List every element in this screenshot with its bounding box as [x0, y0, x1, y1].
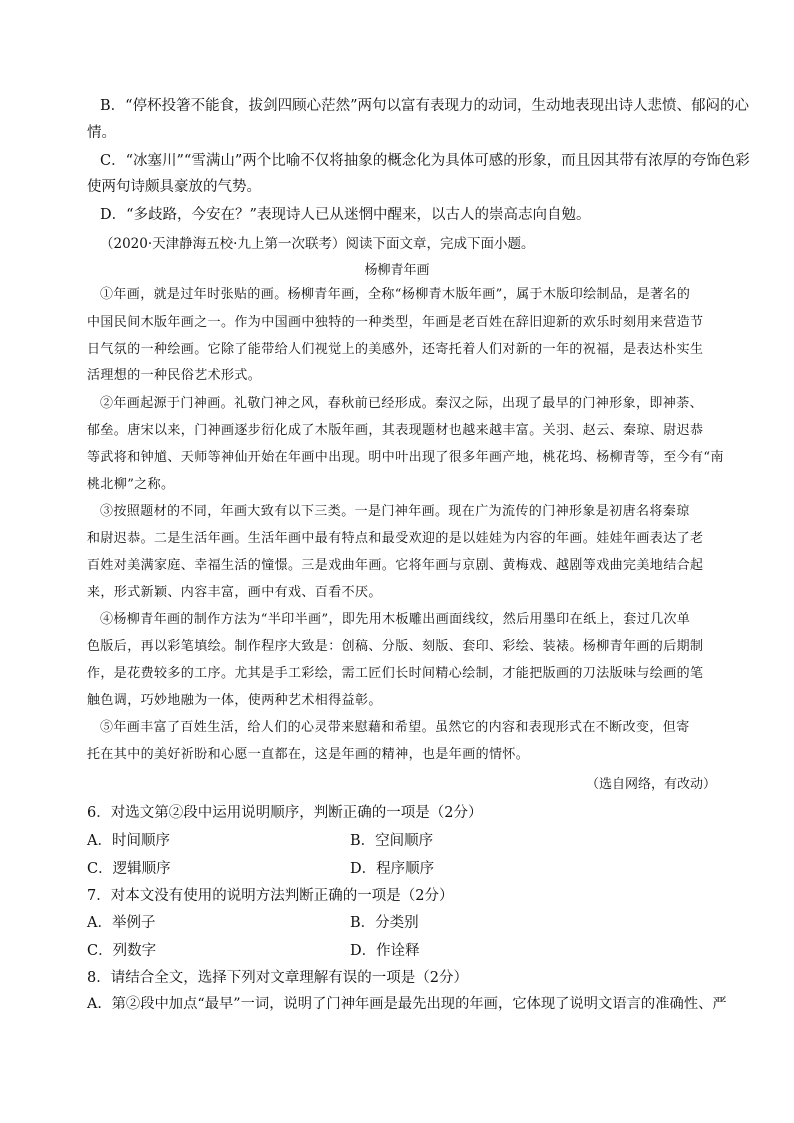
paragraph-1-line: 中国民间木版年画之一。作为中国画中独特的一种类型，年画是老百姓在辞旧迎新的欢乐时刻用来营造节: [87, 315, 704, 330]
option-b-line2: 情。: [87, 125, 116, 141]
q7-option-b[interactable]: B．分类别: [350, 915, 419, 931]
paragraph-2-line: 桃北柳”之称。: [87, 477, 175, 492]
paragraph-2-line: ②年画起源于门神画。礼敬门神之风，春秋前已经形成。秦汉之际，出现了最早的门神形象，即神荼、: [100, 396, 704, 411]
paragraph-4-line: ④杨柳青年画的制作方法为“半印半画”，即先用木板雕出画面线纹，然后用墨印在纸上，套过几次单: [100, 612, 691, 627]
paragraph-4-line: 触色调，巧妙地融为一体，使两种艺术相得益彰。: [87, 693, 382, 708]
q6-option-a[interactable]: A．时间顺序: [87, 833, 170, 849]
paragraph-4-line: 作，是花费较多的工序。尤其是手工彩绘，需工匠们长时间精心绘制，才能把版画的刀法版味与绘画的笔: [87, 666, 704, 681]
paragraph-2-line: 等武将和钟馗、天师等神仙开始在年画中出现。明中叶出现了很多年画产地，桃花坞、杨柳青等，至今有“南: [87, 450, 724, 465]
option-c-line1: C．“冰塞川”“雪满山”两个比喻不仅将抽象的概念化为具体可感的形象，而且因其带有浓厚的夸饰色彩: [100, 153, 750, 169]
option-c-line2: 使两句诗颇具豪放的气势。: [87, 179, 261, 195]
option-d: D．“多歧路，今安在？”表现诗人已从迷惘中醒来，以古人的崇高志向自勉。: [100, 207, 591, 223]
question-6-stem: 6．对选文第②段中运用说明顺序，判断正确的一项是（2分）: [87, 805, 483, 821]
paragraph-5-line: ⑤年画丰富了百姓生活，给人们的心灵带来慰藉和希望。虽然它的内容和表现形式在不断改变，但寄: [100, 720, 690, 735]
reading-intro: （2020·天津静海五校·九上第一次联考）阅读下面文章，完成下面小题。: [100, 236, 535, 252]
q7-option-c[interactable]: C．列数字: [87, 943, 157, 959]
q6-option-d[interactable]: D．程序顺序: [350, 861, 435, 877]
question-8-stem: 8．请结合全文，选择下列对文章理解有误的一项是（2分）: [87, 970, 468, 986]
paragraph-4-line: 色版后，再以彩笔填绘。制作程序大致是：创稿、分版、刻版、套印、彩绘、装裱。杨柳青年画的后期制: [87, 639, 704, 654]
paragraph-1-line: 日气氛的一种绘画。它除了能带给人们视觉上的美感外，还寄托着人们对新的一年的祝福，是表达朴实生: [87, 342, 704, 357]
paragraph-2-line: 郁垒。唐宋以来，门神画逐步衍化成了木版年画，其表现题材也越来越丰富。关羽、赵云、秦琼、尉迟恭: [87, 423, 704, 438]
q7-option-a[interactable]: A．举例子: [87, 915, 156, 931]
paragraph-1-line: ①年画，就是过年时张贴的画。杨柳青年画，全称“杨柳青木版年画”，属于木版印绘制品，是著名的: [100, 287, 691, 302]
paragraph-3-line: ③按照题材的不同，年画大致有以下三类。一是门神年画。现在广为流传的门神形象是初唐名将秦琼: [100, 504, 690, 519]
q6-option-c[interactable]: C．逻辑顺序: [87, 861, 171, 877]
paragraph-1-line: 活理想的一种民俗艺术形式。: [87, 368, 262, 383]
paragraph-3-line: 百姓对美满家庭、幸福生活的憧憬。三是戏曲年画。它将年画与京剧、黄梅戏、越剧等戏曲完美地结合起: [87, 558, 704, 573]
paragraph-5-line: 托在其中的美好祈盼和心愿一直都在，这是年画的精神，也是年画的情怀。: [87, 747, 530, 762]
option-b-line1: B．“停杯投箸不能食，拔剑四顾心茫然”两句以富有表现力的动词，生动地表现出诗人悲愤、郁闷的心: [100, 98, 749, 114]
q7-option-d[interactable]: D．作诠释: [350, 943, 420, 959]
article-title: 杨柳青年画: [364, 263, 430, 278]
paragraph-3-line: 和尉迟恭。二是生活年画。生活年画中最有特点和最受欢迎的是以娃娃为内容的年画。娃娃年画表达了老: [87, 531, 704, 546]
q8-option-a[interactable]: A．第②段中加点“最早”一词，说明了门神年画是最先出现的年画，它体现了说明文语言的准确性、严: [87, 996, 727, 1012]
paragraph-3-line: 来，形式新颖、内容丰富，画中有戏、百看不厌。: [87, 585, 382, 600]
question-7-stem: 7．对本文没有使用的说明方法判断正确的一项是（2分）: [87, 888, 454, 904]
q6-option-b[interactable]: B．空间顺序: [350, 833, 434, 849]
article-source: （选自网络，有改动）: [585, 777, 716, 792]
